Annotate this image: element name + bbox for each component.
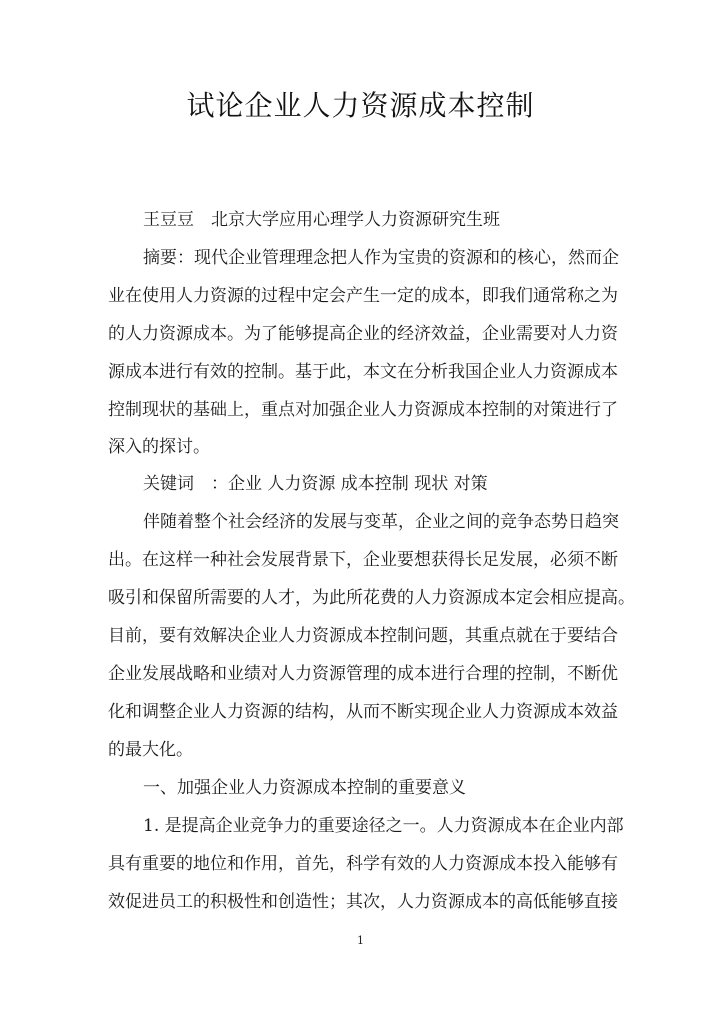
intro-line: 目前，要有效解决企业人力资源成本控制问题，其重点就在于要结合: [108, 626, 618, 646]
page-number: 1: [357, 934, 364, 947]
abstract-line: 摘要：现代企业管理理念把人作为宝贵的资源和的核心，然而企: [143, 248, 619, 268]
section-line: 具有重要的地位和作用，首先，科学有效的人力资源成本投入能够有: [108, 854, 618, 874]
intro-line: 出。在这样一种社会发展背景下，企业要想获得长足发展，必须不断: [108, 550, 618, 570]
keywords-line: 关键词 ：企业 人力资源 成本控制 现状 对策: [143, 474, 488, 494]
abstract-line: 源成本进行有效的控制。基于此，本文在分析我国企业人力资源成本: [108, 362, 618, 382]
abstract-line: 深入的探讨。: [108, 437, 210, 457]
abstract-line: 的人力资源成本。为了能够提高企业的经济效益，企业需要对人力资: [108, 324, 618, 344]
document-title: 试论企业人力资源成本控制: [186, 89, 535, 122]
intro-line: 的最大化。: [108, 740, 193, 760]
intro-line: 伴随着整个社会经济的发展与变革，企业之间的竞争态势日趋突: [143, 512, 619, 532]
section-line: 效促进员工的积极性和创造性；其次，人力资源成本的高低能够直接: [108, 892, 618, 912]
intro-line: 化和调整企业人力资源的结构，从而不断实现企业人力资源成本效益: [108, 702, 618, 722]
abstract-line: 控制现状的基础上，重点对加强企业人力资源成本控制的对策进行了: [108, 400, 618, 420]
section-line: 1. 是提高企业竞争力的重要途径之一。人力资源成本在企业内部: [143, 816, 624, 836]
author-line: 王豆豆 北京大学应用心理学人力资源研究生班: [143, 210, 500, 230]
intro-line: 吸引和保留所需要的人才，为此所花费的人力资源成本定会相应提高。: [108, 588, 635, 608]
intro-line: 企业发展战略和业绩对人力资源管理的成本进行合理的控制，不断优: [108, 664, 618, 684]
section-heading: 一、加强企业人力资源成本控制的重要意义: [143, 778, 466, 798]
abstract-line: 业在使用人力资源的过程中定会产生一定的成本，即我们通常称之为: [108, 286, 618, 306]
